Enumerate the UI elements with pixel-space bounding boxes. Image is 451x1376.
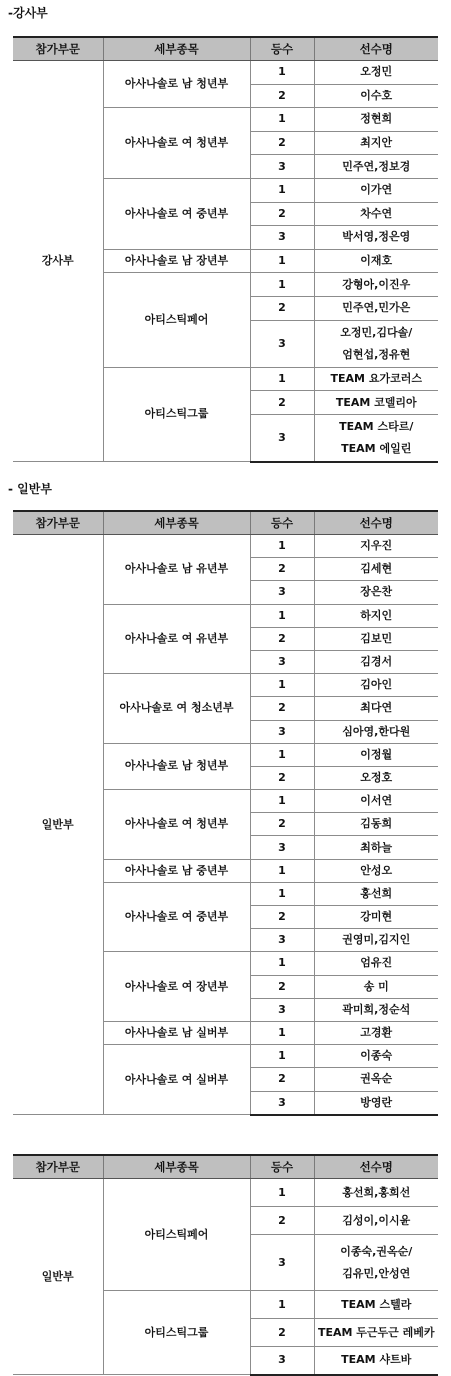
rank-cell: 1 (250, 535, 314, 558)
rank-cell: 2 (250, 1068, 314, 1091)
header-rank: 등수 (250, 511, 314, 535)
rank-cell: 3 (250, 720, 314, 743)
player-cell (314, 1091, 438, 1115)
player-cell (314, 178, 438, 202)
player-cell (314, 61, 438, 85)
player-name: 오정민,김다솔/ (340, 325, 413, 339)
player-name: 이정월 (360, 747, 393, 761)
player-cell (314, 952, 438, 975)
player-name: 이가연 (360, 183, 393, 197)
event-cell: 아사나솔로 남 유년부 (103, 535, 250, 605)
division-cell: 일반부 (13, 535, 103, 1115)
event-cell: 아사나솔로 남 실버부 (103, 1021, 250, 1044)
event-cell: 아티스틱페어 (103, 1179, 250, 1291)
header-player: 선수명 (314, 37, 438, 61)
player-cell (314, 296, 438, 320)
player-cell (314, 273, 438, 297)
player-name: 민주연,민가은 (342, 301, 411, 315)
player-name: TEAM 샤트바 (341, 1353, 412, 1367)
player-cell (314, 155, 438, 179)
rank-cell: 1 (250, 108, 314, 132)
rank-cell: 3 (250, 998, 314, 1021)
player-cell (314, 581, 438, 604)
rank-cell: 2 (250, 558, 314, 581)
header-event: 세부종목 (103, 511, 250, 535)
player-cell (314, 859, 438, 882)
player-cell (314, 108, 438, 132)
rank-cell: 2 (250, 906, 314, 929)
rank-cell: 2 (250, 975, 314, 998)
player-cell (314, 1021, 438, 1044)
player-name: 민주연,정보경 (342, 159, 411, 173)
rank-cell: 2 (250, 84, 314, 108)
event-cell: 아사나솔로 여 청년부 (103, 108, 250, 179)
event-cell: 아사나솔로 남 장년부 (103, 249, 250, 273)
player-name: TEAM 에일린 (341, 441, 412, 455)
rank-cell: 2 (250, 1207, 314, 1235)
rank-cell: 1 (250, 1179, 314, 1207)
player-name: 이종숙,권옥순/ (340, 1244, 413, 1258)
player-name: 김성이,이시윤 (342, 1213, 411, 1227)
rank-cell: 1 (250, 790, 314, 813)
rank-cell: 3 (250, 414, 314, 461)
event-cell: 아사나솔로 여 청소년부 (103, 674, 250, 744)
table-row (13, 1179, 438, 1207)
player-name: TEAM 요가코러스 (330, 372, 422, 386)
player-name: 송 미 (363, 979, 389, 993)
results-table-general (13, 510, 438, 1116)
player-name: 권영미,김지인 (342, 933, 411, 947)
rank-cell: 3 (250, 1091, 314, 1115)
player-name: 최하늘 (360, 840, 393, 854)
rank-cell: 2 (250, 766, 314, 789)
rank-cell: 1 (250, 952, 314, 975)
player-cell (314, 414, 438, 461)
player-cell (314, 604, 438, 627)
player-name: 김경서 (360, 655, 393, 669)
player-cell (314, 998, 438, 1021)
rank-cell: 1 (250, 882, 314, 905)
rank-cell: 1 (250, 604, 314, 627)
player-name: 김세현 (360, 562, 393, 576)
rank-cell: 1 (250, 859, 314, 882)
player-cell (314, 1235, 438, 1291)
header-event: 세부종목 (103, 1155, 250, 1179)
player-name: 김동희 (360, 817, 393, 831)
player-name: 김보민 (360, 631, 393, 645)
player-name: 홍선희,홍희선 (342, 1185, 411, 1199)
section-title-general: - 일반부 (8, 482, 52, 496)
division-cell: 일반부 (13, 1179, 103, 1375)
player-cell (314, 906, 438, 929)
player-name: 엄현섭,정유현 (342, 347, 411, 361)
header-division: 참가부문 (13, 1155, 103, 1179)
player-cell (314, 1347, 438, 1375)
player-name: 이종숙 (360, 1049, 393, 1063)
player-name: 심아영,한다원 (342, 724, 411, 738)
player-name: 정현희 (360, 112, 393, 126)
player-name: TEAM 스텔라 (341, 1297, 412, 1311)
rank-cell: 2 (250, 391, 314, 415)
rank-cell: 2 (250, 1319, 314, 1347)
player-cell (314, 674, 438, 697)
rank-cell: 2 (250, 296, 314, 320)
rank-cell: 3 (250, 1347, 314, 1375)
rank-cell: 2 (250, 627, 314, 650)
event-cell: 아사나솔로 남 청년부 (103, 61, 250, 108)
player-name: 최지안 (360, 136, 393, 150)
player-cell (314, 367, 438, 391)
player-name: 강형아,이진우 (342, 277, 411, 291)
header-player: 선수명 (314, 1155, 438, 1179)
event-cell: 아티스틱페어 (103, 273, 250, 367)
event-cell: 아사나솔로 여 중년부 (103, 882, 250, 952)
rank-cell: 2 (250, 697, 314, 720)
rank-cell: 3 (250, 581, 314, 604)
player-name: 오정민 (360, 65, 393, 79)
player-cell (314, 929, 438, 952)
player-name: 강미현 (360, 910, 393, 924)
rank-cell: 3 (250, 226, 314, 250)
rank-cell: 3 (250, 650, 314, 673)
rank-cell: 1 (250, 249, 314, 273)
event-cell: 아사나솔로 여 청년부 (103, 790, 250, 860)
player-cell (314, 1179, 438, 1207)
player-name: TEAM 두근두근 레베카 (317, 1325, 435, 1339)
player-cell (314, 1291, 438, 1319)
event-cell: 아사나솔로 여 유년부 (103, 604, 250, 674)
player-name: 고경환 (360, 1026, 393, 1040)
rank-cell: 3 (250, 836, 314, 859)
player-name: 이수호 (360, 88, 393, 102)
header-rank: 등수 (250, 37, 314, 61)
player-cell (314, 320, 438, 367)
section-title-instructor: -강사부 (8, 6, 48, 20)
rank-cell: 3 (250, 1235, 314, 1291)
player-name: 이서연 (360, 794, 393, 808)
player-name: 김아인 (360, 678, 393, 692)
rank-cell: 3 (250, 155, 314, 179)
player-cell (314, 697, 438, 720)
player-cell (314, 766, 438, 789)
table-row (13, 61, 438, 85)
player-cell (314, 558, 438, 581)
player-cell (314, 249, 438, 273)
player-cell (314, 1319, 438, 1347)
rank-cell: 1 (250, 1045, 314, 1068)
player-cell (314, 1068, 438, 1091)
player-cell (314, 882, 438, 905)
rank-cell: 2 (250, 131, 314, 155)
player-cell (314, 790, 438, 813)
event-cell: 아사나솔로 여 실버부 (103, 1045, 250, 1115)
player-cell (314, 813, 438, 836)
rank-cell: 2 (250, 813, 314, 836)
player-cell (314, 202, 438, 226)
division-cell: 강사부 (13, 61, 103, 462)
player-name: 최다연 (360, 701, 393, 715)
rank-cell: 1 (250, 273, 314, 297)
event-cell: 아사나솔로 여 중년부 (103, 178, 250, 249)
player-name: 오정호 (360, 770, 393, 784)
player-cell (314, 131, 438, 155)
table-row (13, 535, 438, 558)
header-rank: 등수 (250, 1155, 314, 1179)
results-table-general-artistic (13, 1154, 438, 1376)
event-cell: 아사나솔로 남 청년부 (103, 743, 250, 789)
event-cell: 아티스틱그룹 (103, 367, 250, 461)
rank-cell: 1 (250, 743, 314, 766)
rank-cell: 1 (250, 1291, 314, 1319)
header-player: 선수명 (314, 511, 438, 535)
rank-cell: 3 (250, 929, 314, 952)
player-name: 방영란 (360, 1095, 393, 1109)
results-table-instructor (13, 36, 438, 463)
player-name: 장은찬 (360, 585, 393, 599)
player-name: 김유민,안성연 (342, 1266, 411, 1280)
player-name: 안성오 (360, 863, 393, 877)
rank-cell: 1 (250, 367, 314, 391)
player-name: 홍선희 (360, 886, 393, 900)
player-name: 지우진 (360, 539, 393, 553)
player-name: 권옥순 (360, 1072, 393, 1086)
player-cell (314, 650, 438, 673)
player-cell (314, 975, 438, 998)
player-cell (314, 1207, 438, 1235)
rank-cell: 1 (250, 178, 314, 202)
rank-cell: 1 (250, 674, 314, 697)
player-name: 하지인 (360, 608, 393, 622)
player-cell (314, 226, 438, 250)
player-cell (314, 720, 438, 743)
rank-cell: 3 (250, 320, 314, 367)
rank-cell: 1 (250, 1021, 314, 1044)
header-division: 참가부문 (13, 37, 103, 61)
player-name: TEAM 코델리아 (335, 395, 417, 409)
rank-cell: 1 (250, 61, 314, 85)
player-name: 박서영,정은영 (342, 230, 411, 244)
player-name: 차수연 (360, 206, 393, 220)
rank-cell: 2 (250, 202, 314, 226)
player-name: 곽미희,정순석 (342, 1002, 411, 1016)
player-cell (314, 535, 438, 558)
player-name: 이재호 (360, 254, 393, 268)
player-name: TEAM 스타르/ (339, 419, 414, 433)
player-cell (314, 836, 438, 859)
player-name: 엄유진 (360, 956, 393, 970)
player-cell (314, 743, 438, 766)
player-cell (314, 391, 438, 415)
header-division: 참가부문 (13, 511, 103, 535)
event-cell: 아티스틱그룹 (103, 1291, 250, 1375)
player-cell (314, 627, 438, 650)
player-cell (314, 84, 438, 108)
player-cell (314, 1045, 438, 1068)
event-cell: 아사나솔로 여 장년부 (103, 952, 250, 1022)
header-event: 세부종목 (103, 37, 250, 61)
event-cell: 아사나솔로 남 중년부 (103, 859, 250, 882)
